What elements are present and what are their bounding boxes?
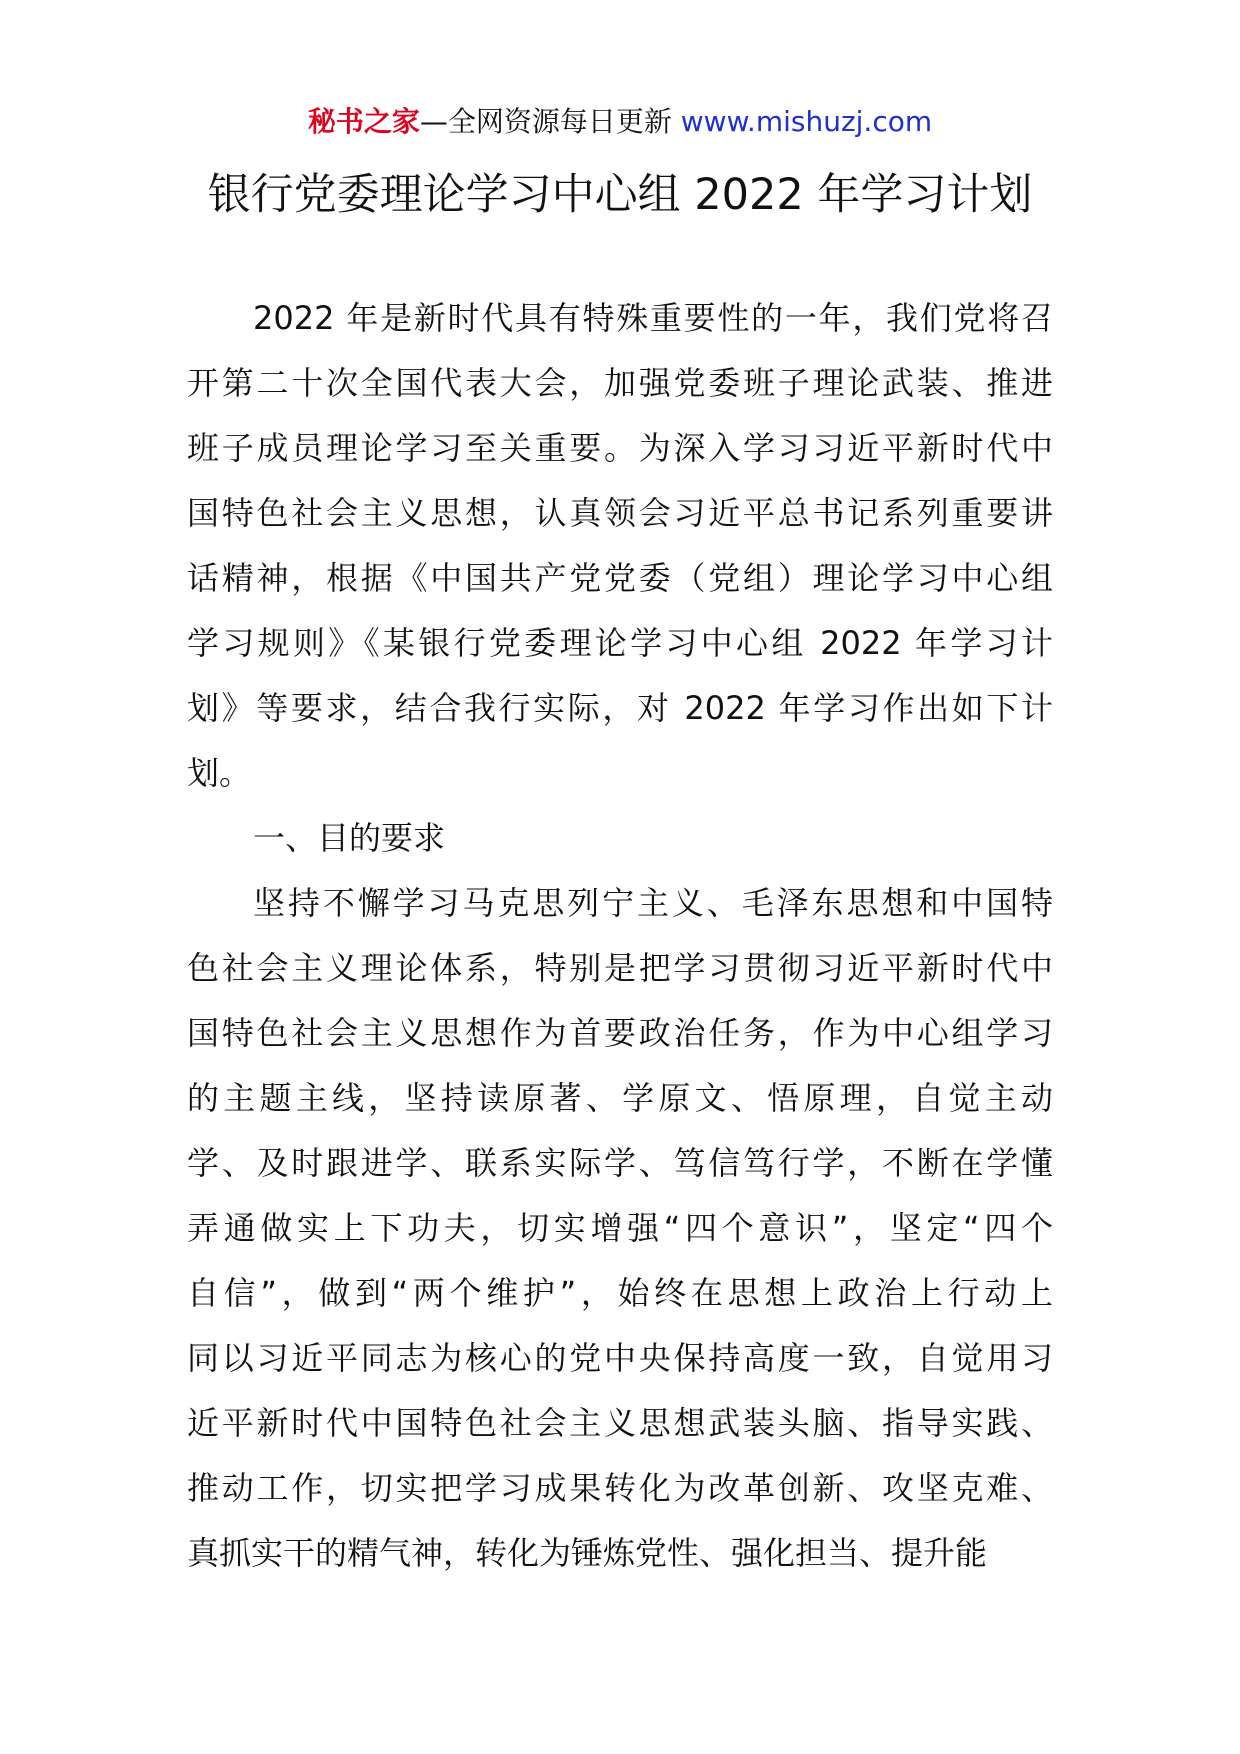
document-title: 银行党委理论学习中心组 2022 年学习计划	[207, 170, 1033, 220]
text-line: 划》等要求，结合我行实际，对 2022 年学习作出如下计	[187, 689, 1053, 727]
text-line: 国特色社会主义思想，认真领会习近平总书记系列重要讲	[187, 494, 1053, 532]
document-body	[187, 286, 1053, 1586]
text-line: 2022 年是新时代具有特殊重要性的一年，我们党将召	[253, 299, 1053, 337]
watermark-header	[0, 100, 1240, 144]
text-line: 的主题主线，坚持读原著、学原文、悟原理，自觉主动	[187, 1079, 1053, 1117]
text-line: 同以习近平同志为核心的党中央保持高度一致，自觉用习	[187, 1339, 1053, 1377]
paragraph	[187, 286, 1053, 806]
text-line: 划。	[187, 754, 252, 792]
text-line: 坚持不懈学习马克思列宁主义、毛泽东思想和中国特	[253, 884, 1053, 922]
brand-name: 秘书之家	[307, 105, 420, 138]
text-line: 开第二十次全国代表大会，加强党委班子理论武装、推进	[187, 364, 1053, 402]
text-line: 班子成员理论学习至关重要。为深入学习习近平新时代中	[187, 429, 1053, 467]
text-line: 弄通做实上下功夫，切实增强“四个意识”，坚定“四个	[187, 1209, 1053, 1247]
section-heading	[187, 806, 1053, 871]
text-line: 学习规则》《某银行党委理论学习中心组 2022 年学习计	[187, 624, 1053, 662]
site-url-link[interactable]: www.mishuzj.com	[680, 105, 933, 138]
text-line: 推动工作，切实把学习成果转化为改革创新、攻坚克难、	[187, 1469, 1053, 1507]
paragraph	[187, 871, 1053, 1586]
header-tagline: —全网资源每日更新	[419, 105, 681, 138]
text-line: 学、及时跟进学、联系实际学、笃信笃行学，不断在学懂	[187, 1144, 1053, 1182]
text-line: 国特色社会主义思想作为首要政治任务，作为中心组学习	[187, 1014, 1053, 1052]
text-line: 色社会主义理论体系，特别是把学习贯彻习近平新时代中	[187, 949, 1053, 987]
text-line: 近平新时代中国特色社会主义思想武装头脑、指导实践、	[187, 1404, 1053, 1442]
text-line: 话精神，根据《中国共产党党委（党组）理论学习中心组	[187, 559, 1053, 597]
text-line: 自信”，做到“两个维护”，始终在思想上政治上行动上	[187, 1274, 1053, 1312]
text-line: 一、目的要求	[253, 819, 446, 857]
text-line: 真抓实干的精气神，转化为锤炼党性、强化担当、提升能	[187, 1534, 988, 1572]
